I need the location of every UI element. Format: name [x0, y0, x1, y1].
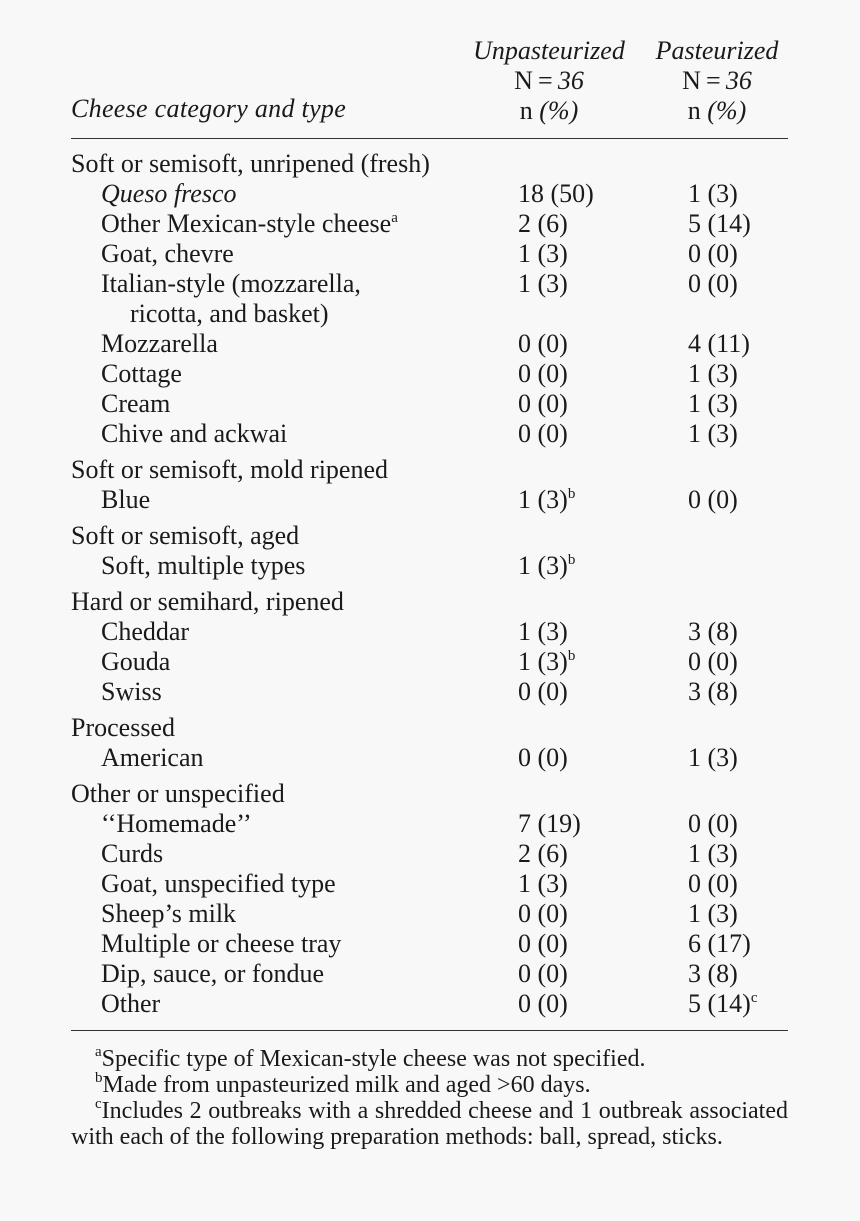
unpasteurized-value: 0 (0): [518, 419, 568, 448]
footnote-mark: a: [95, 1044, 102, 1060]
unpasteurized-value: 0 (0): [518, 743, 568, 772]
row-label-header: Cheese category and type: [71, 94, 347, 123]
category-row: [71, 455, 788, 485]
category-row: [71, 779, 788, 809]
pasteurized-value: 3 (8): [688, 617, 738, 646]
pasteurized-value: 1 (3): [688, 743, 738, 772]
cheese-type: ricotta, and basket): [130, 299, 329, 328]
cheese-type: Italian-style (mozzarella,: [101, 269, 361, 298]
unpasteurized-value: 2 (6): [518, 209, 568, 238]
table-header: [71, 36, 788, 136]
category-label: Other or unspecified: [71, 779, 285, 808]
pasteurized-value: 1 (3): [688, 419, 738, 448]
unpasteurized-value: 2 (6): [518, 839, 568, 868]
table-row: [71, 839, 788, 869]
table-row: [71, 299, 788, 329]
footnote-mark: b: [567, 486, 576, 502]
cheese-type: Soft, multiple types: [101, 551, 306, 580]
footnote: [71, 1046, 788, 1072]
category-row: [71, 587, 788, 617]
cheese-type: Cream: [101, 389, 171, 418]
cheese-type: Other: [101, 989, 161, 1018]
table-row: [71, 959, 788, 989]
table-row: [71, 551, 788, 581]
cheese-type: Sheep’s milk: [101, 899, 237, 928]
unpasteurized-value: 0 (0): [518, 929, 568, 958]
pasteurized-value: 0 (0): [688, 485, 738, 514]
pasteurized-value: 5 (14): [688, 209, 751, 238]
category-row: [71, 149, 788, 179]
pasteurized-value: 0 (0): [688, 269, 738, 298]
unpasteurized-value: 1 (3): [518, 239, 568, 268]
column-n: N = 36: [514, 66, 584, 95]
cheese-type: Queso fresco: [101, 179, 237, 208]
cheese-type: Cottage: [101, 359, 182, 388]
unpasteurized-value: 0 (0): [518, 359, 568, 388]
category-label: Soft or semisoft, unripened (fresh): [71, 149, 430, 178]
pasteurized-value: 1 (3): [688, 839, 738, 868]
table-row: [71, 899, 788, 929]
table-row: [71, 809, 788, 839]
cheese-type: Mozzarella: [101, 329, 218, 358]
pasteurized-value: 0 (0): [688, 647, 738, 676]
footnote-mark: c: [95, 1096, 102, 1112]
footnote-text: Made from unpasteurized milk and aged >60 days.: [102, 1072, 591, 1098]
footnote-mark: c: [750, 990, 758, 1006]
pasteurized-value: 1 (3): [688, 899, 738, 928]
cheese-type: Goat, unspecified type: [101, 869, 336, 898]
unpasteurized-value: 7 (19): [518, 809, 581, 838]
category-label: Soft or semisoft, mold ripened: [71, 455, 389, 484]
cheese-type: Curds: [101, 839, 164, 868]
category-label: Processed: [71, 713, 175, 742]
unpasteurized-value: 1 (3): [518, 617, 568, 646]
table-body: [71, 149, 788, 1019]
unpasteurized-value: 0 (0): [518, 677, 568, 706]
column-header-pasteurized: [639, 36, 795, 126]
table-row: [71, 179, 788, 209]
pasteurized-value: 1 (3): [688, 179, 738, 208]
bottom-rule: [71, 1030, 788, 1031]
cheese-type: Gouda: [101, 647, 171, 676]
footnote: [71, 1072, 788, 1098]
table-row: [71, 743, 788, 773]
category-label: Soft or semisoft, aged: [71, 521, 300, 550]
category-row: [71, 521, 788, 551]
footnote-mark: a: [391, 210, 398, 226]
table-row: [71, 419, 788, 449]
table-row: [71, 359, 788, 389]
header-rule: [71, 138, 788, 139]
column-n: N = 36: [682, 66, 752, 95]
table-row: [71, 209, 788, 239]
footnote-mark: b: [567, 552, 576, 568]
pasteurized-value: 3 (8): [688, 959, 738, 988]
footnote-text: Includes 2 outbreaks with a shredded cheese and 1 outbreak associated with each of the following preparation methods: ball, spread, sticks.: [71, 1098, 788, 1150]
column-unit: n (%): [519, 96, 579, 125]
footnote-text: Specific type of Mexican-style cheese was not specified.: [101, 1046, 646, 1072]
column-header-unpasteurized: [459, 36, 639, 126]
cheese-type: Swiss: [101, 677, 162, 706]
pasteurized-value: 3 (8): [688, 677, 738, 706]
footnotes: [71, 1046, 788, 1150]
unpasteurized-value: 0 (0): [518, 989, 568, 1018]
cheese-type: Dip, sauce, or fondue: [101, 959, 325, 988]
pasteurized-value: 0 (0): [688, 239, 738, 268]
column-title: Unpasteurized: [473, 36, 625, 65]
pasteurized-value: 6 (17): [688, 929, 751, 958]
cheese-type: Cheddar: [101, 617, 190, 646]
unpasteurized-value: 0 (0): [518, 899, 568, 928]
category-row: [71, 713, 788, 743]
table-row: [71, 485, 788, 515]
unpasteurized-value: 0 (0): [518, 329, 568, 358]
footnote-mark: b: [567, 648, 576, 664]
cheese-type: ‘‘Homemade’’: [101, 809, 252, 838]
table-row: [71, 647, 788, 677]
table-row: [71, 617, 788, 647]
pasteurized-value: 4 (11): [688, 329, 750, 358]
table-row: [71, 989, 788, 1019]
cheese-type: Blue: [101, 485, 151, 514]
column-title: Pasteurized: [655, 36, 779, 65]
footnote: [71, 1098, 788, 1150]
table-row: [71, 677, 788, 707]
unpasteurized-value: 1 (3): [518, 269, 568, 298]
unpasteurized-value: 0 (0): [518, 389, 568, 418]
cheese-type: American: [101, 743, 204, 772]
table-row: [71, 869, 788, 899]
table-row: [71, 929, 788, 959]
unpasteurized-value: 1 $(3)^b$: [518, 485, 576, 514]
unpasteurized-value: 0 (0): [518, 959, 568, 988]
pasteurized-value: 0 (0): [688, 809, 738, 838]
cheese-type: Chive and ackwai: [101, 419, 288, 448]
category-label: Hard or semihard, ripened: [71, 587, 344, 616]
footnote-mark: b: [95, 1070, 103, 1086]
table-row: [71, 239, 788, 269]
column-unit: n (%): [687, 96, 747, 125]
pasteurized-value: 1 (3): [688, 389, 738, 418]
pasteurized-value: 1 (3): [688, 359, 738, 388]
pasteurized-value: 5 $(14)^c$: [688, 989, 758, 1018]
cheese-type: Other Mexican-style cheese$^a$: [101, 209, 398, 238]
pasteurized-value: 0 (0): [688, 869, 738, 898]
table-row: [71, 269, 788, 299]
cheese-type: Multiple or cheese tray: [101, 929, 342, 958]
unpasteurized-value: 1 $(3)^b$: [518, 647, 576, 676]
table-row: [71, 389, 788, 419]
unpasteurized-value: 1 (3): [518, 869, 568, 898]
cheese-type: Goat, chevre: [101, 239, 234, 268]
unpasteurized-value: 1 $(3)^b$: [518, 551, 576, 580]
table-row: [71, 329, 788, 359]
unpasteurized-value: 18 (50): [518, 179, 594, 208]
